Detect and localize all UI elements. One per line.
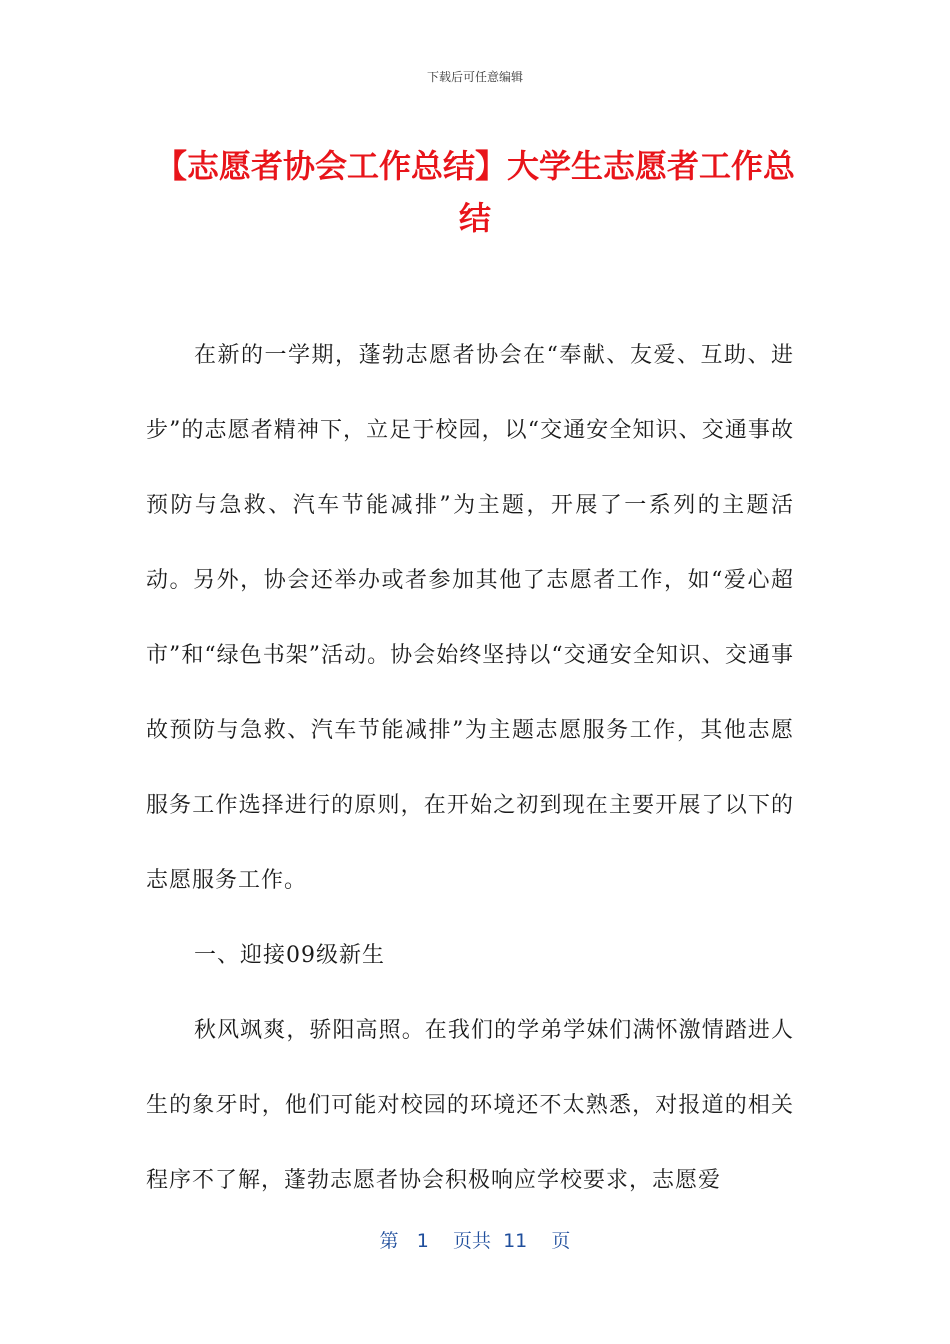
page-current-number: 1 xyxy=(416,1230,429,1252)
page-label-middle: 页共 xyxy=(452,1230,491,1252)
page-total-number: 11 xyxy=(503,1230,528,1252)
document-title: 【志愿者协会工作总结】大学生志愿者工作总结 xyxy=(154,147,795,237)
page-label-suffix: 页 xyxy=(551,1230,571,1252)
header-note: 下载后可任意编辑 xyxy=(426,70,523,84)
page-label-prefix: 第 xyxy=(379,1230,399,1252)
paragraph-section-1: 秋风飒爽，骄阳高照。在我们的学弟学妹们满怀激情踏进人生的象牙时，他们可能对校园的环境还不太熟悉，对报道的相关程序不了解，蓬勃志愿者协会积极响应学校要求，志愿爱 xyxy=(146,1018,794,1193)
document-body xyxy=(146,318,794,1218)
page-footer xyxy=(0,1226,950,1253)
paragraph-intro: 在新的一学期，蓬勃志愿者协会在“奉献、友爱、互助、进步”的志愿者精神下，立足于校园，以“交通安全知识、交通事故预防与急救、汽车节能减排”为主题，开展了一系列的主题活动。另外，协会还举办或者参加其他了志愿者工作，如“爱心超市”和“绿色书架”活动。协会始终坚持以“交通安全知识、交通事故预防与急救、汽车节能减排”为主题志愿服务工作，其他志愿服务工作选择进行的原则，在开始之初到现在主要开展了以下的志愿服务工作。 xyxy=(146,343,794,893)
section-heading: 一、迎接09级新生 xyxy=(194,943,385,968)
